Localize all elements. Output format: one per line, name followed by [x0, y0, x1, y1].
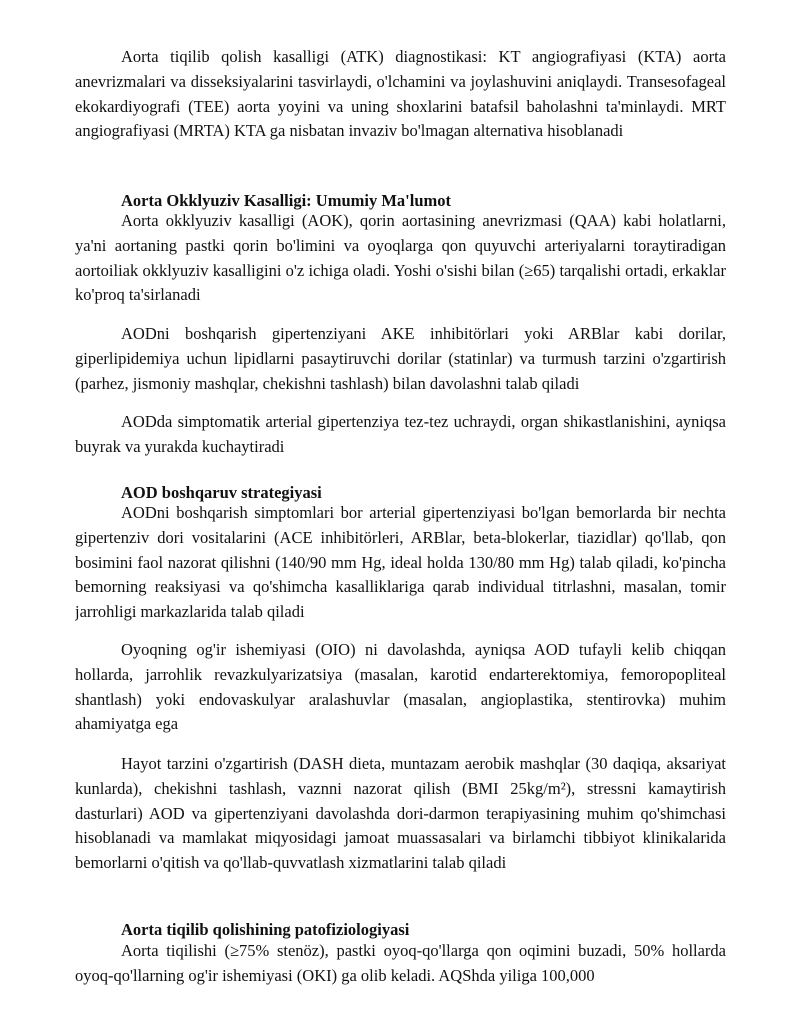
paragraph-aod-strategy: AODni boshqarish simptomlari bor arterial gipertenziyasi bo'lgan bemorlarda bir nechta gipertenziv dori vositalarini (ACE inhibitörleri, ARBlar, beta-blokerlar, tiazidlar) qo'llab, qon bosimini faol nazorat qilishni (140/90 mm Hg, ideal holda 130/80 mm Hg) talab qiladi, ko'pincha bemorning reaksiyasi va qo'shimcha kasalliklariga qarab individual titrlashni, masalan, tomir jarrohligi markazlarida talab qiladi	[75, 503, 726, 622]
heading-aok-general: Aorta Okklyuziv Kasalligi: Umumiy Ma'lumot	[121, 191, 451, 210]
paragraph-lifestyle: Hayot tarzini o'zgartirish (DASH dieta, muntazam aerobik mashqlar (30 daqiqa, aksariyat kunlarda), chekishni tashlash, vaznni nazorat qilish (BMI 25kg/m²), stressni kamaytirish dasturlari) AOD va gipertenziyani davolashda dori-darmon terapiyasining muhim qo'shimchasi hisoblanadi va mamlakat miqyosidagi jamoat muassasalari va birlamchi tibbiyot klinikalarida bemorlarni o'qitish va qo'llab-quvvatlash xizmatlarini talab qiladi	[75, 754, 726, 873]
heading-aod-strategy: AOD boshqaruv strategiyasi	[121, 483, 322, 502]
heading-pathophysiology: Aorta tiqilib qolishining patofiziologiyasi	[121, 920, 410, 939]
document-page	[75, 0, 726, 1035]
paragraph-aod-management: AODni boshqarish gipertenziyani AKE inhibitörlari yoki ARBlar kabi dorilar, giperlipidemiya uchun lipidlarni pasaytiruvchi dorilar (statinlar) va turmush tarzini o'zgartirish (parhez, jismoniy mashqlar, chekishni tashlash) bilan davolashni talab qiladi	[75, 324, 726, 393]
paragraph-oio-treatment: Oyoqning og'ir ishemiyasi (OIO) ni davolashda, ayniqsa AOD tufayli kelib chiqqan hollarda, jarrohlik revazkulyarizatsiya (masalan, karotid endarterektomiya, femoropopliteal shantlash) yoki endovaskulyar aralashuvlar (masalan, angioplastika, stentirovka) muhim ahamiyatga ega	[75, 640, 726, 734]
paragraph-aod-hypertension: AODda simptomatik arterial gipertenziya tez-tez uchraydi, organ shikastlanishini, ayniqsa buyrak va yurakda kuchaytiradi	[75, 412, 726, 456]
paragraph-atk-diagnostics: Aorta tiqilib qolish kasalligi (ATK) diagnostikasi: KT angiografiyasi (KTA) aorta anevrizmalari va disseksiyalarini tasvirlaydi, o'lchamini va joylashuvini aniqlaydi. Transesofageal ekokardiyografi (TEE) aorta yoyini va uning shoxlarini batafsil baholashni ta'minlaydi. MRT angiografiyasi (MRTA) KTA ga nisbatan invaziv bo'lmagan alternativa hisoblanadi	[75, 47, 726, 141]
paragraph-aok-description: Aorta okklyuziv kasalligi (AOK), qorin aortasining anevrizmasi (QAA) kabi holatlarni, ya'ni aortaning pastki qorin bo'limini va oyoqlarga qon quyuvchi arteriyalarni toraytiradigan aortoiliak okklyuziv kasalligini o'z ichiga oladi. Yoshi o'sishi bilan (≥65) tarqalishi ortadi, erkaklar ko'proq ta'sirlanadi	[75, 211, 726, 305]
paragraph-pathophysiology: Aorta tiqilishi (≥75% stenöz), pastki oyoq-qo'llarga qon oqimini buzadi, 50% hollarda oyoq-qo'llarning og'ir ishemiyasi (OKI) ga olib keladi. AQShda yiliga 100,000	[75, 941, 726, 985]
